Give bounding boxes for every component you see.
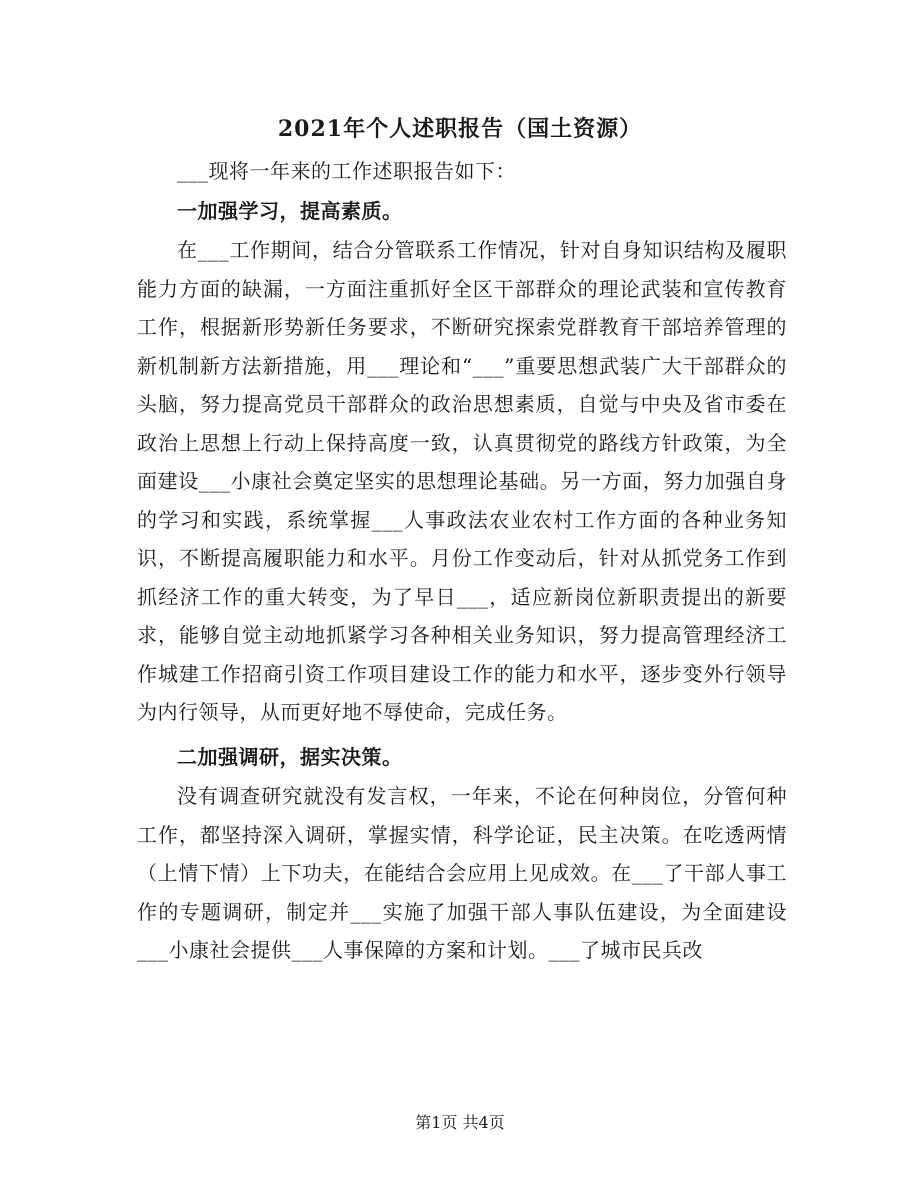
intro-paragraph: ___现将一年来的工作述职报告如下： bbox=[177, 159, 516, 183]
section-heading-1: 一加强学习，提高素质。 bbox=[177, 198, 403, 223]
page-title: 2021年个人述职报告（国土资源） bbox=[277, 116, 643, 142]
section-paragraph-2: 没有调查研究就没有发言权，一年来，不论在何种岗位，分管何种工作，都坚持深入调研，掌握实情，科学论证，民主决策。在吃透两情（上情下情）上下功夫，在能结合会应用上见成效。在___了干部人事工作的专题调研，制定并___实施了加强干部人事队伍建设，为全面建设___小康社会提供___人事保障的方案和计划。___了城市民兵改 bbox=[137, 784, 787, 962]
document-body bbox=[137, 152, 787, 970]
page-number-footer: 第1页 共4页 bbox=[415, 1113, 505, 1132]
section-paragraph-1: 在___工作期间，结合分管联系工作情况，针对自身知识结构及履职能力方面的缺漏，一方面注重抓好全区干部群众的理论武装和宣传教育工作，根据新形势新任务要求，不断研究探索党群教育干部培养管理的新机制新方法新措施，用___理论和“___”重要思想武装广大干部群众的头脑，努力提高党员干部群众的政治思想素质，自觉与中央及省市委在政治上思想上行动上保持高度一致，认真贯彻党的路线方针政策，为全面建设___小康社会奠定坚实的思想理论基础。另一方面，努力加强自身的学习和实践，系统掌握___人事政法农业农村工作方面的各种业务知识，不断提高履职能力和水平。月份工作变动后，针对从抓党务工作到抓经济工作的重大转变，为了早日___，适应新岗位新职责提出的新要求，能够自觉主动地抓紧学习各种相关业务知识，努力提高管理经济工作城建工作招商引资工作项目建设工作的能力和水平，逐步变外行领导为内行领导，从而更好地不辱使命，完成任务。 bbox=[137, 238, 787, 724]
section-heading-2: 二加强调研，据实决策。 bbox=[177, 744, 403, 769]
